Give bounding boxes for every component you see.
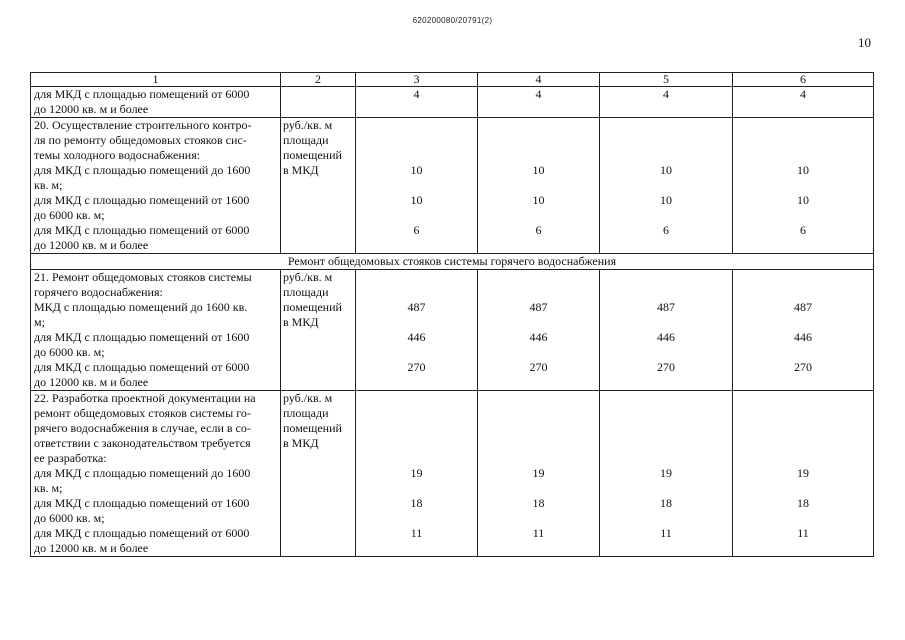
value-column [478,270,600,391]
value-cell: 11 [797,526,809,540]
column-number: 5 [600,73,733,87]
value-cell: 270 [794,360,812,374]
value-cell: 10 [532,193,545,207]
value-cell: 18 [660,496,672,510]
description-line: для МКД с площадью помещений от 1600 [34,193,250,207]
description-line: м; [34,315,45,329]
description-line: для МКД с площадью помещений от 6000 [34,360,250,374]
value-cell: 270 [657,360,675,374]
value-cell: 6 [663,223,669,237]
value-cell: 10 [532,163,545,177]
description-line: ля по ремонту общедомовых стояков сис- [34,133,247,147]
description-line: для МКД с площадью помещений от 6000 [34,87,250,101]
description-line: для МКД с площадью помещений от 6000 [34,526,250,540]
unit-line: помещений [283,300,342,314]
value-cell: 19 [797,466,809,480]
value-column [356,391,478,557]
description-line: для МКД с площадью помещений от 1600 [34,330,250,344]
description-line: горячего водоснабжения: [34,285,163,299]
description-line: 20. Осуществление строительного контро- [34,118,252,132]
tariff-table [30,72,874,557]
unit-line: в МКД [283,163,319,177]
value-cell: 4 [478,87,600,118]
value-cell: 19 [410,466,423,480]
value-cell: 270 [407,360,426,374]
value-column [733,118,874,254]
value-column [733,270,874,391]
value-cell: 19 [660,466,672,480]
value-cell: 6 [535,223,542,237]
value-cell: 446 [407,330,426,344]
table-row [31,87,874,118]
description-line: для МКД с площадью помещений от 1600 [34,496,250,510]
description-line: до 12000 кв. м и более [34,102,149,116]
description-cell [31,118,281,254]
section-title: Ремонт общедомовых стояков системы горячего водоснабжения [31,254,874,270]
unit-cell [281,391,356,557]
unit-line: площади [283,133,329,147]
table-row [31,270,874,391]
value-cell: 10 [410,193,423,207]
document-id: 620200080/20791(2) [412,16,493,25]
unit-cell [281,118,356,254]
value-cell: 10 [797,193,809,207]
column-number: 2 [281,73,356,87]
description-line: 21. Ремонт общедомовых стояков системы [34,270,252,284]
description-line: кв. м; [34,481,63,495]
column-number: 1 [31,73,281,87]
unit-line: площади [283,285,329,299]
value-cell: 19 [532,466,545,480]
section-header-row [31,254,874,270]
value-cell: 487 [794,300,812,314]
value-column [733,391,874,557]
value-cell: 10 [660,163,672,177]
description-line: для МКД с площадью помещений до 1600 [34,163,251,177]
value-column [478,118,600,254]
description-line: ответствии с законодательством требуется [34,436,251,450]
value-cell: 11 [532,526,545,540]
description-line: ремонт общедомовых стояков системы го- [34,406,251,420]
description-line: ее разработка: [34,451,107,465]
unit-cell [281,270,356,391]
value-cell: 446 [794,330,812,344]
value-cell: 4 [356,87,478,118]
table-row [31,118,874,254]
unit-line: руб./кв. м [283,118,333,132]
description-line: 22. Разработка проектной документации на [34,391,256,405]
value-cell: 446 [529,330,548,344]
value-cell: 11 [410,526,423,540]
value-column [600,391,733,557]
column-number: 3 [356,73,478,87]
description-line: рячего водоснабжения в случае, если в со- [34,421,251,435]
value-column [478,391,600,557]
value-column [356,118,478,254]
description-line: до 6000 кв. м; [34,345,105,359]
value-cell: 4 [733,87,874,118]
value-cell: 4 [600,87,733,118]
value-cell: 10 [797,163,809,177]
column-number: 4 [478,73,600,87]
unit-line: руб./кв. м [283,391,333,405]
value-cell: 18 [532,496,545,510]
unit-line: руб./кв. м [283,270,333,284]
description-line: для МКД с площадью помещений до 1600 [34,466,251,480]
description-cell [31,87,281,118]
value-cell: 6 [800,223,806,237]
value-cell: 6 [413,223,420,237]
page-number: 10 [858,35,871,50]
value-cell: 10 [410,163,423,177]
value-column [600,118,733,254]
unit-cell [281,87,356,118]
value-column [356,270,478,391]
unit-line: в МКД [283,315,319,329]
value-cell: 487 [407,300,426,314]
unit-line: площади [283,406,329,420]
description-line: для МКД с площадью помещений от 6000 [34,223,250,237]
description-line: кв. м; [34,178,63,192]
value-cell: 270 [529,360,548,374]
value-cell: 18 [797,496,809,510]
description-line: МКД с площадью помещений до 1600 кв. [34,300,248,314]
unit-line: помещений [283,148,342,162]
unit-line: помещений [283,421,342,435]
value-column [600,270,733,391]
description-line: до 6000 кв. м; [34,511,105,525]
description-line: до 12000 кв. м и более [34,541,149,555]
column-number: 6 [733,73,874,87]
description-line: до 12000 кв. м и более [34,375,149,389]
table-row [31,391,874,557]
value-cell: 11 [660,526,672,540]
description-line: темы холодного водоснабжения: [34,148,201,162]
value-cell: 18 [410,496,423,510]
value-cell: 10 [660,193,672,207]
description-line: до 6000 кв. м; [34,208,105,222]
description-cell [31,391,281,557]
value-cell: 446 [657,330,675,344]
value-cell: 487 [529,300,548,314]
unit-line: в МКД [283,436,319,450]
column-number-row [31,73,874,87]
description-line: до 12000 кв. м и более [34,238,149,252]
description-cell [31,270,281,391]
value-cell: 487 [657,300,675,314]
